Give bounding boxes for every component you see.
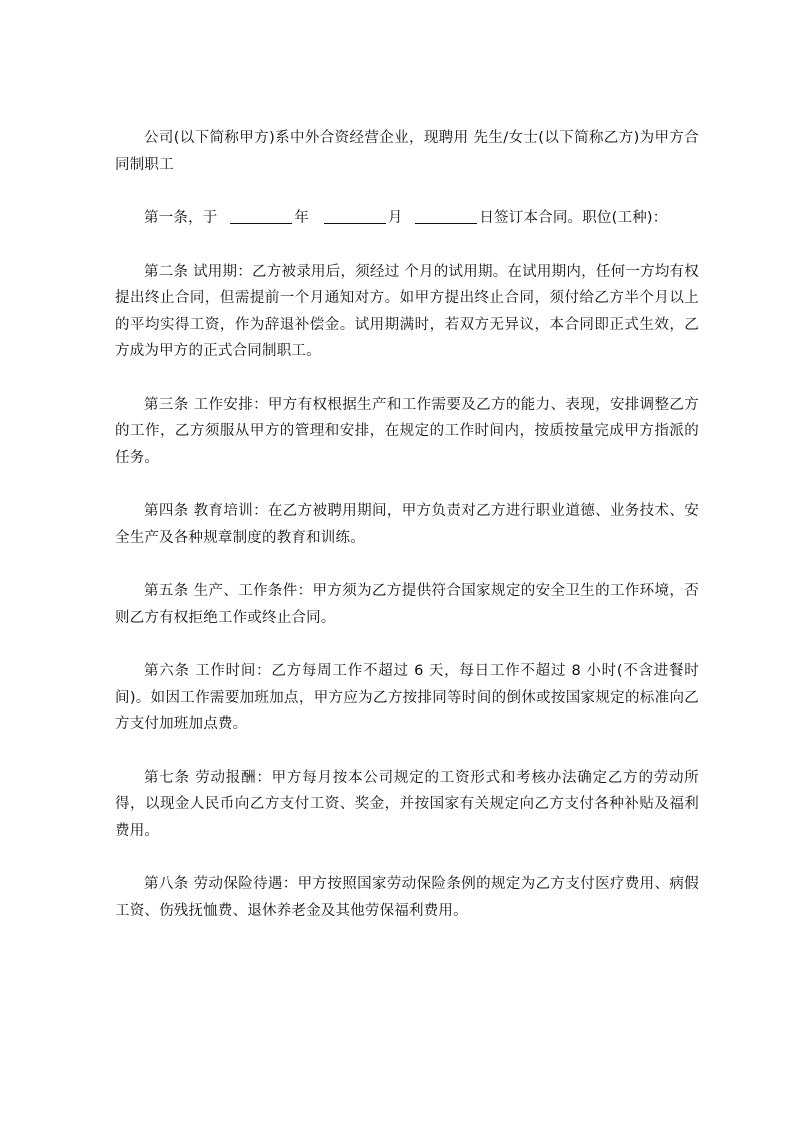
article-8: 第八条 劳动保险待遇：甲方按照国家劳动保险条例的规定为乙方支付医疗费用、病假工资、伤残抚恤费、退休养老金及其他劳保福利费用。: [115, 876, 699, 919]
day-blank[interactable]: [415, 207, 477, 224]
article-2: 第二条 试用期：乙方被录用后，须经过 个月的试用期。在试用期内，任何一方均有权提出终止合同，但需提前一个月通知对方。如甲方提出终止合同，须付给乙方半个月以上的平均实得工资，作为辞退补偿金。试用期满时，若双方无异议，本合同即正式生效，乙方成为甲方的正式合同制职工。: [115, 263, 699, 359]
contract-body: [115, 125, 699, 951]
year-blank[interactable]: [230, 207, 292, 224]
article-4: 第四条 教育培训：在乙方被聘用期间，甲方负责对乙方进行职业道德、业务技术、安全生产及各种规章制度的教育和训练。: [115, 503, 699, 546]
article-7: 第七条 劳动报酬：甲方每月按本公司规定的工资形式和考核办法确定乙方的劳动所得，以现金人民币向乙方支付工资、奖金，并按国家有关规定向乙方支付各种补贴及福利费用。: [115, 769, 699, 839]
month-label: 月: [387, 210, 408, 226]
intro-paragraph: 公司(以下简称甲方)系中外合资经营企业，现聘用 先生/女士(以下简称乙方)为甲方合同制职工: [115, 130, 699, 173]
article-5: 第五条 生产、工作条件：甲方须为乙方提供符合国家规定的安全卫生的工作环境，否则乙方有权拒绝工作或终止合同。: [115, 583, 699, 626]
article-6: 第六条 工作时间：乙方每周工作不超过 6 天，每日工作不超过 8 小时(不含进餐时间)。如因工作需要加班加点，甲方应为乙方按排同等时间的倒休或按国家规定的标准向乙方支付加班加点费。: [115, 663, 699, 732]
article-1-suffix: 日签订本合同。职位(工种)：: [479, 210, 668, 226]
year-label: 年: [294, 210, 314, 226]
article-1: [115, 205, 699, 232]
month-blank[interactable]: [324, 207, 386, 224]
article-3: 第三条 工作安排：甲方有权根据生产和工作需要及乙方的能力、表现，安排调整乙方的工作，乙方须服从甲方的管理和安排，在规定的工作时间内，按质按量完成甲方指派的任务。: [115, 396, 699, 466]
article-1-prefix: 第一条，于: [144, 210, 223, 226]
